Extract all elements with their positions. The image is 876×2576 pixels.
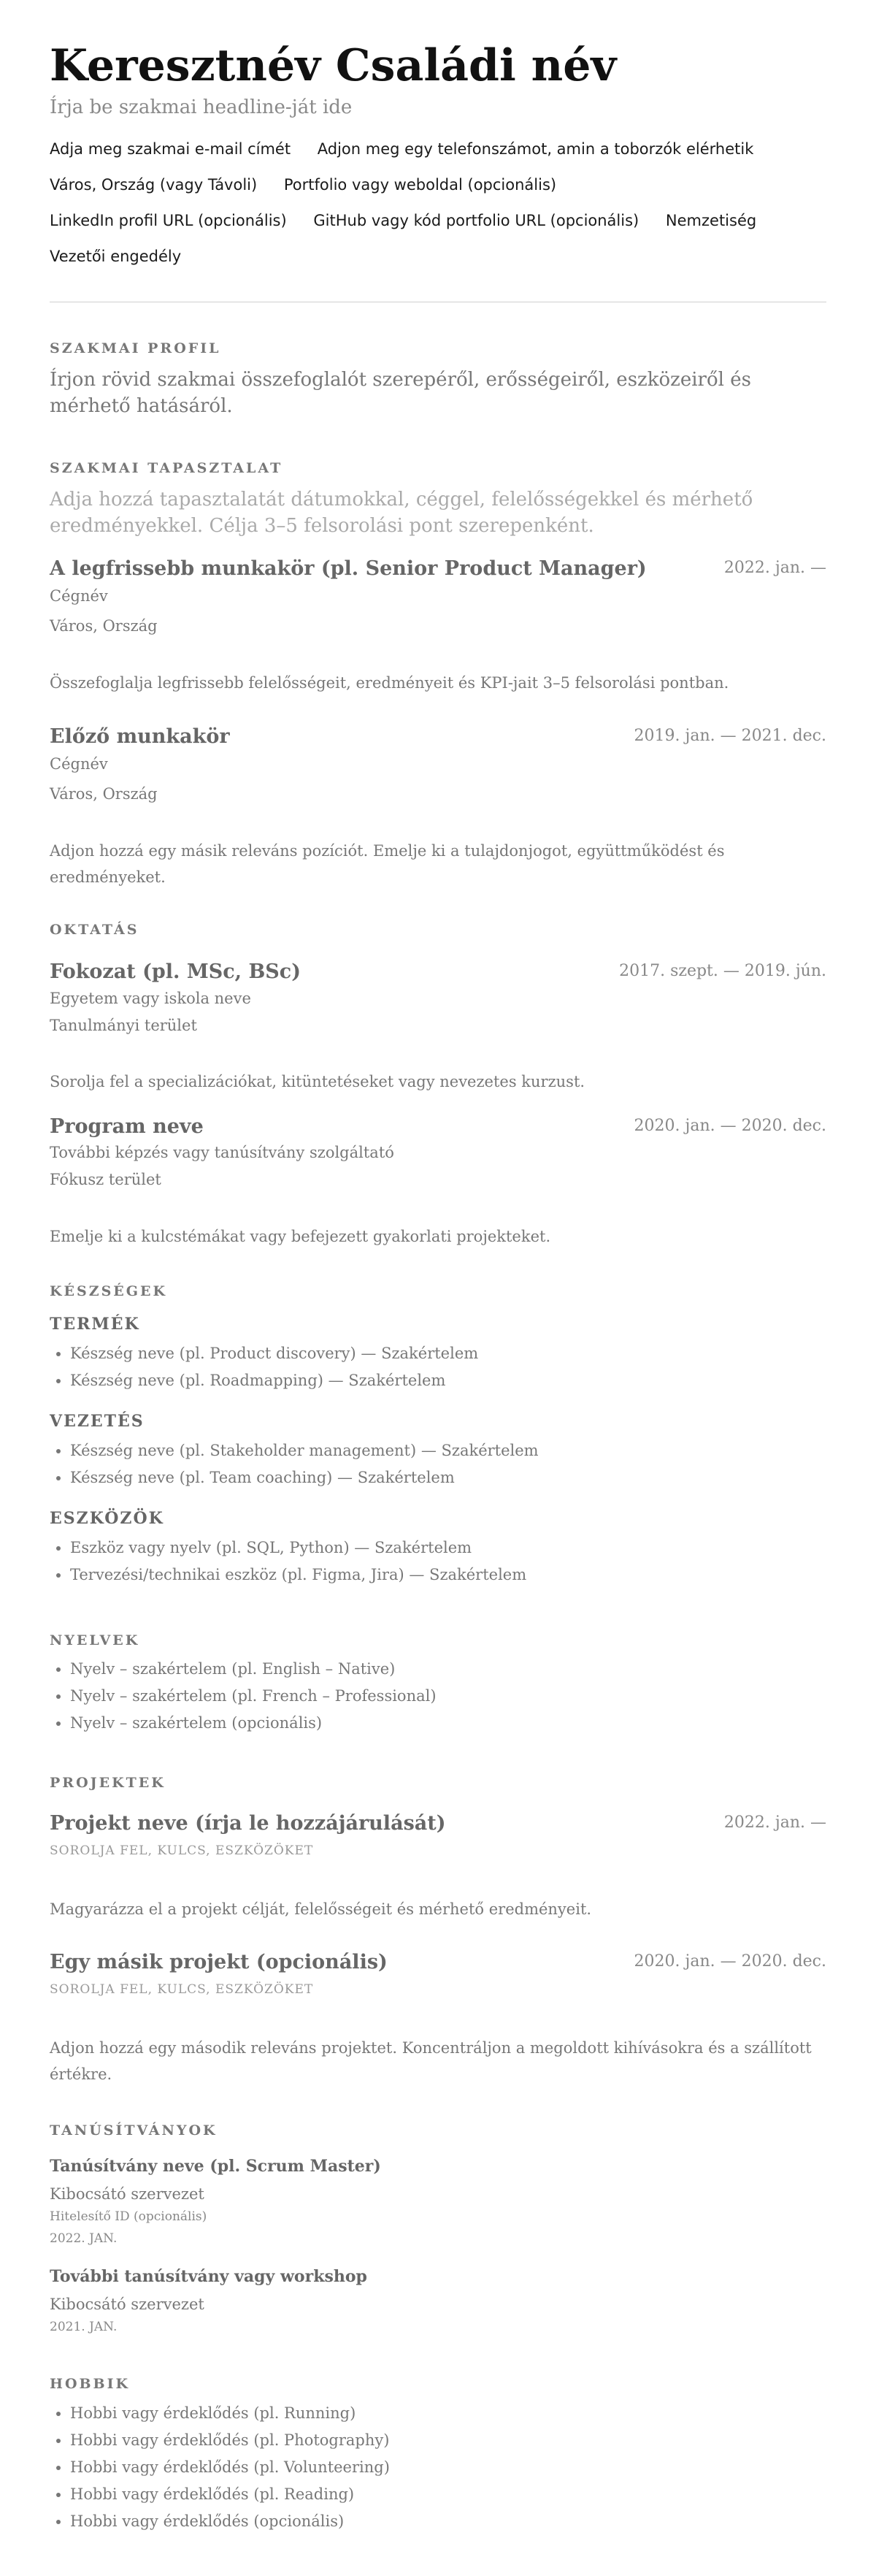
phone-field[interactable]: Adjon meg egy telefonszámot, amin a toborzók elérhetik: [317, 140, 754, 158]
certification-date: 2021. JAN.: [50, 2320, 118, 2334]
skill-list: [50, 1534, 847, 1589]
job-entry: [50, 725, 826, 754]
program-title: Program neve: [50, 1115, 204, 1138]
school-name: További képzés vagy tanúsítvány szolgáltató: [50, 1144, 394, 1161]
job-summary: Adjon hozzá egy másik releváns pozíciót. Emelje ki a tulajdonjogot, együttműködést és eredményeket.: [50, 842, 725, 886]
profile-summary: Írjon rövid szakmai összefoglalót szerepéről, erősségeiről, eszközeiről és mérhető hatásáról.: [50, 369, 751, 417]
education-entry: [50, 960, 826, 990]
skill-list: [50, 1340, 847, 1394]
contact-row: [50, 248, 826, 283]
skill-list: [50, 1437, 847, 1491]
website-field[interactable]: Portfolio vagy weboldal (opcionális): [283, 176, 557, 194]
skill-item: • Készség neve (pl. Team coaching) — Szakértelem: [70, 1464, 847, 1491]
nationality-field[interactable]: Nemzetiség: [665, 212, 757, 229]
study-field: Tanulmányi terület: [50, 1017, 197, 1034]
project-title: Projekt neve (írja le hozzájárulását): [50, 1812, 446, 1835]
degree-title: Fokozat (pl. MSc, BSc): [50, 960, 301, 983]
project-tools: SOROLJA FEL, KULCS, ESZKÖZÖKET: [50, 1843, 314, 1858]
drivers-license-field[interactable]: Vezetői engedély: [50, 248, 182, 265]
skill-item: • Tervezési/technikai eszköz (pl. Figma, Jira) — Szakértelem: [70, 1562, 847, 1589]
section-title-projects: PROJEKTEK: [50, 1775, 166, 1791]
section-title-certifications: TANÚSÍTVÁNYOK: [50, 2122, 218, 2139]
hobby-item: • Hobbi vagy érdeklődés (pl. Running): [70, 2400, 847, 2427]
section-title-skills: KÉSZSÉGEK: [50, 1283, 168, 1299]
skill-item: • Készség neve (pl. Product discovery) — Szakértelem: [70, 1340, 847, 1367]
skill-item: • Készség neve (pl. Roadmapping) — Szakértelem: [70, 1367, 847, 1394]
project-date: 2022. jan. —: [723, 1813, 826, 1832]
job-title: Előző munkakör: [50, 725, 230, 748]
education-note: Emelje ki a kulcstémákat vagy befejezett gyakorlati projekteket.: [50, 1228, 551, 1245]
certification-issuer: Kibocsátó szervezet: [50, 2296, 204, 2313]
study-field: Fókusz terület: [50, 1171, 161, 1188]
project-entry: [50, 1812, 826, 1841]
email-field[interactable]: Adja meg szakmai e-mail címét: [50, 140, 291, 158]
skill-group-title: VEZETÉS: [50, 1412, 145, 1431]
project-entry: [50, 1951, 826, 1980]
project-date: 2020. jan. — 2020. dec.: [634, 1952, 826, 1971]
section-title-hobbies: HOBBIK: [50, 2376, 131, 2392]
hobby-item: • Hobbi vagy érdeklődés (opcionális): [70, 2508, 847, 2535]
job-summary: Összefoglalja legfrissebb felelősségeit, eredményeit és KPI-jait 3–5 felsorolási pontban.: [50, 674, 729, 692]
contact-row: [50, 212, 826, 248]
certification-title: További tanúsítvány vagy workshop: [50, 2267, 367, 2286]
linkedin-field[interactable]: LinkedIn profil URL (opcionális): [50, 212, 287, 229]
contact-row: [50, 140, 826, 176]
skill-item: • Eszköz vagy nyelv (pl. SQL, Python) — Szakértelem: [70, 1534, 847, 1562]
skill-item: • Készség neve (pl. Stakeholder management) — Szakértelem: [70, 1437, 847, 1464]
certification-issuer: Kibocsátó szervezet: [50, 2185, 204, 2203]
experience-intro: Adja hozzá tapasztalatát dátumokkal, céggel, felelősségekkel és mérhető eredményekkel. Célja 3–5 felsorolási pont szerepenként.: [50, 489, 753, 537]
contact-list: [50, 140, 826, 283]
language-item: • Nyelv – szakértelem (pl. French – Professional): [70, 1683, 847, 1710]
language-item: • Nyelv – szakértelem (opcionális): [70, 1710, 847, 1737]
project-description: Magyarázza el a projekt célját, felelősségeit és mérhető eredményeit.: [50, 1900, 592, 1918]
job-date: 2019. jan. — 2021. dec.: [634, 727, 826, 745]
headline: Írja be szakmai headline-ját ide: [50, 96, 353, 118]
github-field[interactable]: GitHub vagy kód portfolio URL (opcionális): [313, 212, 639, 229]
job-location: Város, Ország: [50, 617, 158, 635]
job-company: Cégnév: [50, 755, 108, 773]
project-title: Egy másik projekt (opcionális): [50, 1951, 388, 1973]
hobby-item: • Hobbi vagy érdeklődés (pl. Photography): [70, 2427, 847, 2454]
certification-title: Tanúsítvány neve (pl. Scrum Master): [50, 2157, 381, 2176]
certification-date: 2022. JAN.: [50, 2231, 118, 2246]
education-date: 2020. jan. — 2020. dec.: [634, 1117, 826, 1135]
full-name: Keresztnév Családi név: [50, 40, 617, 91]
school-name: Egyetem vagy iskola neve: [50, 990, 251, 1007]
job-location: Város, Ország: [50, 785, 158, 803]
section-title-languages: NYELVEK: [50, 1632, 140, 1648]
hobby-item: • Hobbi vagy érdeklődés (pl. Reading): [70, 2481, 847, 2508]
job-date: 2022. jan. —: [723, 559, 826, 577]
language-item: • Nyelv – szakértelem (pl. English – Native): [70, 1656, 847, 1683]
job-title: A legfrissebb munkakör (pl. Senior Product Manager): [50, 557, 647, 580]
contact-row: [50, 176, 826, 212]
section-title-education: OKTATÁS: [50, 922, 139, 938]
hobby-item: • Hobbi vagy érdeklődés (pl. Volunteering): [70, 2454, 847, 2481]
skill-group-title: TERMÉK: [50, 1315, 140, 1334]
education-note: Sorolja fel a specializációkat, kitüntetéseket vagy nevezetes kurzust.: [50, 1073, 585, 1090]
job-entry: [50, 557, 826, 586]
project-tools: SOROLJA FEL, KULCS, ESZKÖZÖKET: [50, 1982, 314, 1997]
section-title-experience: SZAKMAI TAPASZTALAT: [50, 460, 283, 476]
language-list: [50, 1656, 847, 1737]
education-date: 2017. szept. — 2019. jún.: [619, 962, 826, 980]
project-description: Adjon hozzá egy második releváns projektet. Koncentráljon a megoldott kihívásokra és a szállított értékre.: [50, 2039, 812, 2083]
location-field[interactable]: Város, Ország (vagy Távoli): [50, 176, 258, 194]
hobby-list: [50, 2400, 847, 2535]
skill-group-title: ESZKÖZÖK: [50, 1509, 164, 1528]
job-company: Cégnév: [50, 587, 108, 605]
credential-id: Hitelesítő ID (opcionális): [50, 2209, 207, 2224]
section-title-profile: SZAKMAI PROFIL: [50, 340, 221, 356]
